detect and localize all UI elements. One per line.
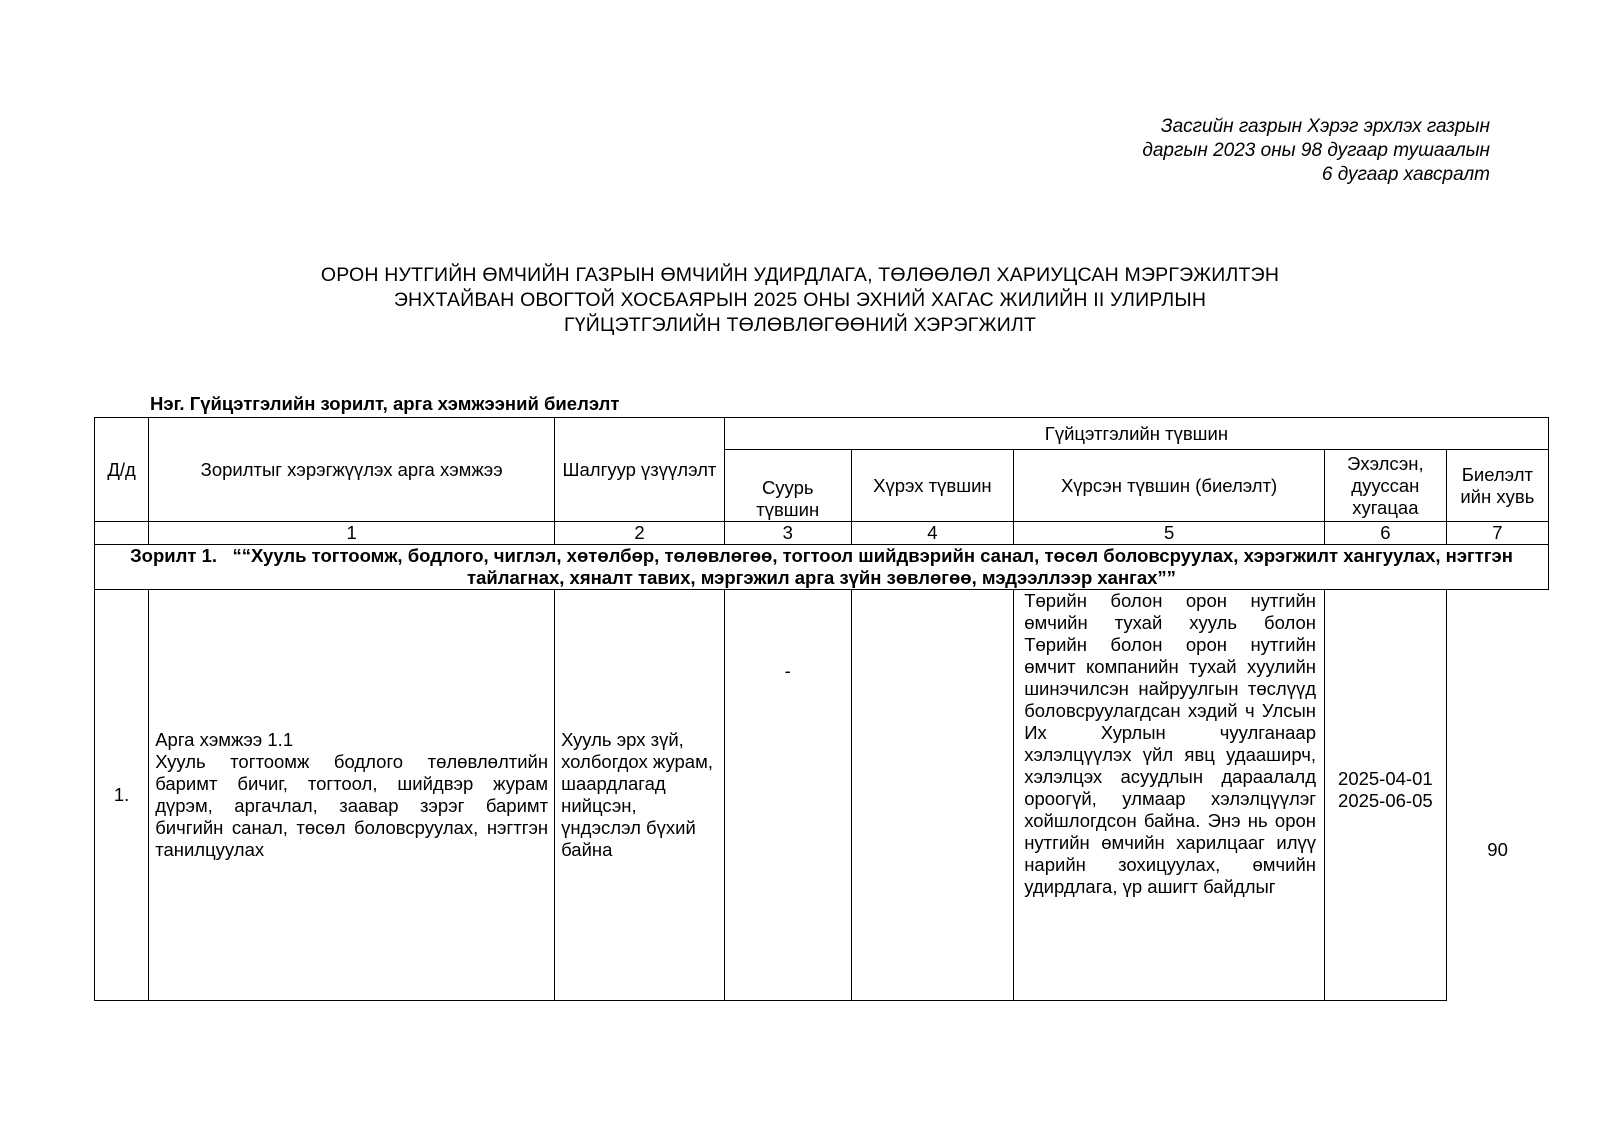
title-line-2: ЭНХТАЙВАН ОВОГТОЙ ХОСБАЯРЫН 2025 ОНЫ ЭХНИЙ ХАГАС ЖИЛИЙН II УЛИРЛЫН bbox=[393, 289, 1207, 311]
period-cell bbox=[1325, 590, 1447, 1001]
completion-value: 90 bbox=[1487, 839, 1508, 861]
column-number: 6 bbox=[1325, 522, 1447, 545]
achieved-text: Төрийн болон орон нутгийн өмчийн тухай хууль болон Төрийн болон орон нутгийн өмчит компанийн тухай хуулийн шинэчилсэн найруулгын төслүүд боловсруулагдсан хэдий ч Улсын Их Хурлын чуулганаар хэлэлцүүлэх үйл явц удааширч, хэлэлцэх асуудлын дараалалд ороогүй, улмаар хэлэлцүүлэг хойшлогдсон байна. Энэ нь орон нутгийн өмчийн харилцааг илүү нарийн зохицуулах, өмчийн удирдлага, үр ашигт байдлыг bbox=[1024, 590, 1317, 897]
column-number: 4 bbox=[851, 522, 1014, 545]
column-number-blank bbox=[95, 522, 149, 545]
header-dd: Д/д bbox=[95, 418, 149, 522]
column-number: 7 bbox=[1446, 522, 1548, 545]
achieved-cell bbox=[1014, 590, 1325, 1001]
title-line-1: ОРОН НУТГИЙН ӨМЧИЙН ГАЗРЫН ӨМЧИЙН УДИРДЛАГА, ТӨЛӨӨЛӨЛ ХАРИУЦСАН МЭРГЭЖИЛТЭН bbox=[320, 264, 1280, 286]
performance-table bbox=[94, 417, 1549, 1001]
base-level-value: - bbox=[784, 660, 791, 681]
start-date: 2025-04-01 bbox=[1338, 768, 1433, 789]
header-achieved-level: Хүрсэн түвшин (биелэлт) bbox=[1014, 450, 1325, 522]
header-target-level: Хүрэх түвшин bbox=[851, 450, 1014, 522]
document-title bbox=[0, 263, 1600, 338]
header-performance-level: Гүйцэтгэлийн түвшин bbox=[724, 418, 1548, 450]
approval-line-2: даргын 2023 оны 98 дугаар тушаалын bbox=[1142, 140, 1490, 161]
row-number: 1. bbox=[95, 590, 149, 1001]
measure-text: Хууль тогтоомж бодлого төлөвлөлтийн баримт бичиг, тогтоол, шийдвэр журам дүрэм, аргачлал, заавар зэрэг баримт бичгийн санал, төсөл боловсруулах, нэгтгэн танилцуулах bbox=[155, 751, 549, 860]
goal-text: ““Хууль тогтоомж, бодлого, чиглэл, хөтөлбөр, төлөвлөгөө, тогтоол шийдвэрийн санал, төсөл боловсруулах, хэрэгжилт хангуулах, нэгтгэн тайлагнах, хяналт тавих, мэргэжил арга зүйн зөвлөгөө, мэдээллээр хангах”” bbox=[232, 545, 1513, 588]
column-number: 5 bbox=[1014, 522, 1325, 545]
period-dates bbox=[1331, 768, 1440, 822]
approval-line-3: 6 дугаар хавсралт bbox=[1321, 164, 1490, 185]
table-row bbox=[95, 590, 1549, 1001]
target-level-cell bbox=[851, 590, 1014, 1001]
approval-note bbox=[1142, 115, 1490, 187]
column-number: 1 bbox=[149, 522, 555, 545]
criteria-text: Хууль эрх зүй, холбогдох журам, шаардлагад нийцсэн, үндэслэл бүхий байна bbox=[561, 729, 713, 860]
goal-label: Зорилт 1. bbox=[130, 545, 218, 566]
measure-cell bbox=[149, 590, 555, 1001]
measure-title: Арга хэмжээ 1.1 bbox=[155, 729, 294, 750]
completion-cell bbox=[1446, 590, 1548, 1001]
goal-row bbox=[95, 545, 1549, 590]
section-heading: Нэг. Гүйцэтгэлийн зорилт, арга хэмжээний биелэлт bbox=[150, 393, 620, 414]
base-level-cell bbox=[724, 590, 851, 1001]
approval-line-1: Засгийн газрын Хэрэг эрхлэх газрын bbox=[1160, 116, 1490, 137]
header-completion: Биелэлт ийн хувь bbox=[1446, 450, 1548, 522]
header-period: Эхэлсэн, дууссан хугацаа bbox=[1325, 450, 1447, 522]
end-date: 2025-06-05 bbox=[1338, 790, 1433, 811]
column-number: 2 bbox=[555, 522, 725, 545]
header-measure: Зорилтыг хэрэгжүүлэх арга хэмжээ bbox=[149, 418, 555, 522]
criteria-cell bbox=[555, 590, 725, 1001]
column-number: 3 bbox=[724, 522, 851, 545]
header-criteria: Шалгуур үзүүлэлт bbox=[555, 418, 725, 522]
title-line-3: ГҮЙЦЭТГЭЛИЙН ТӨЛӨВЛӨГӨӨНИЙ ХЭРЭГЖИЛТ bbox=[563, 314, 1037, 336]
header-base-level: Суурь түвшин bbox=[724, 450, 851, 522]
